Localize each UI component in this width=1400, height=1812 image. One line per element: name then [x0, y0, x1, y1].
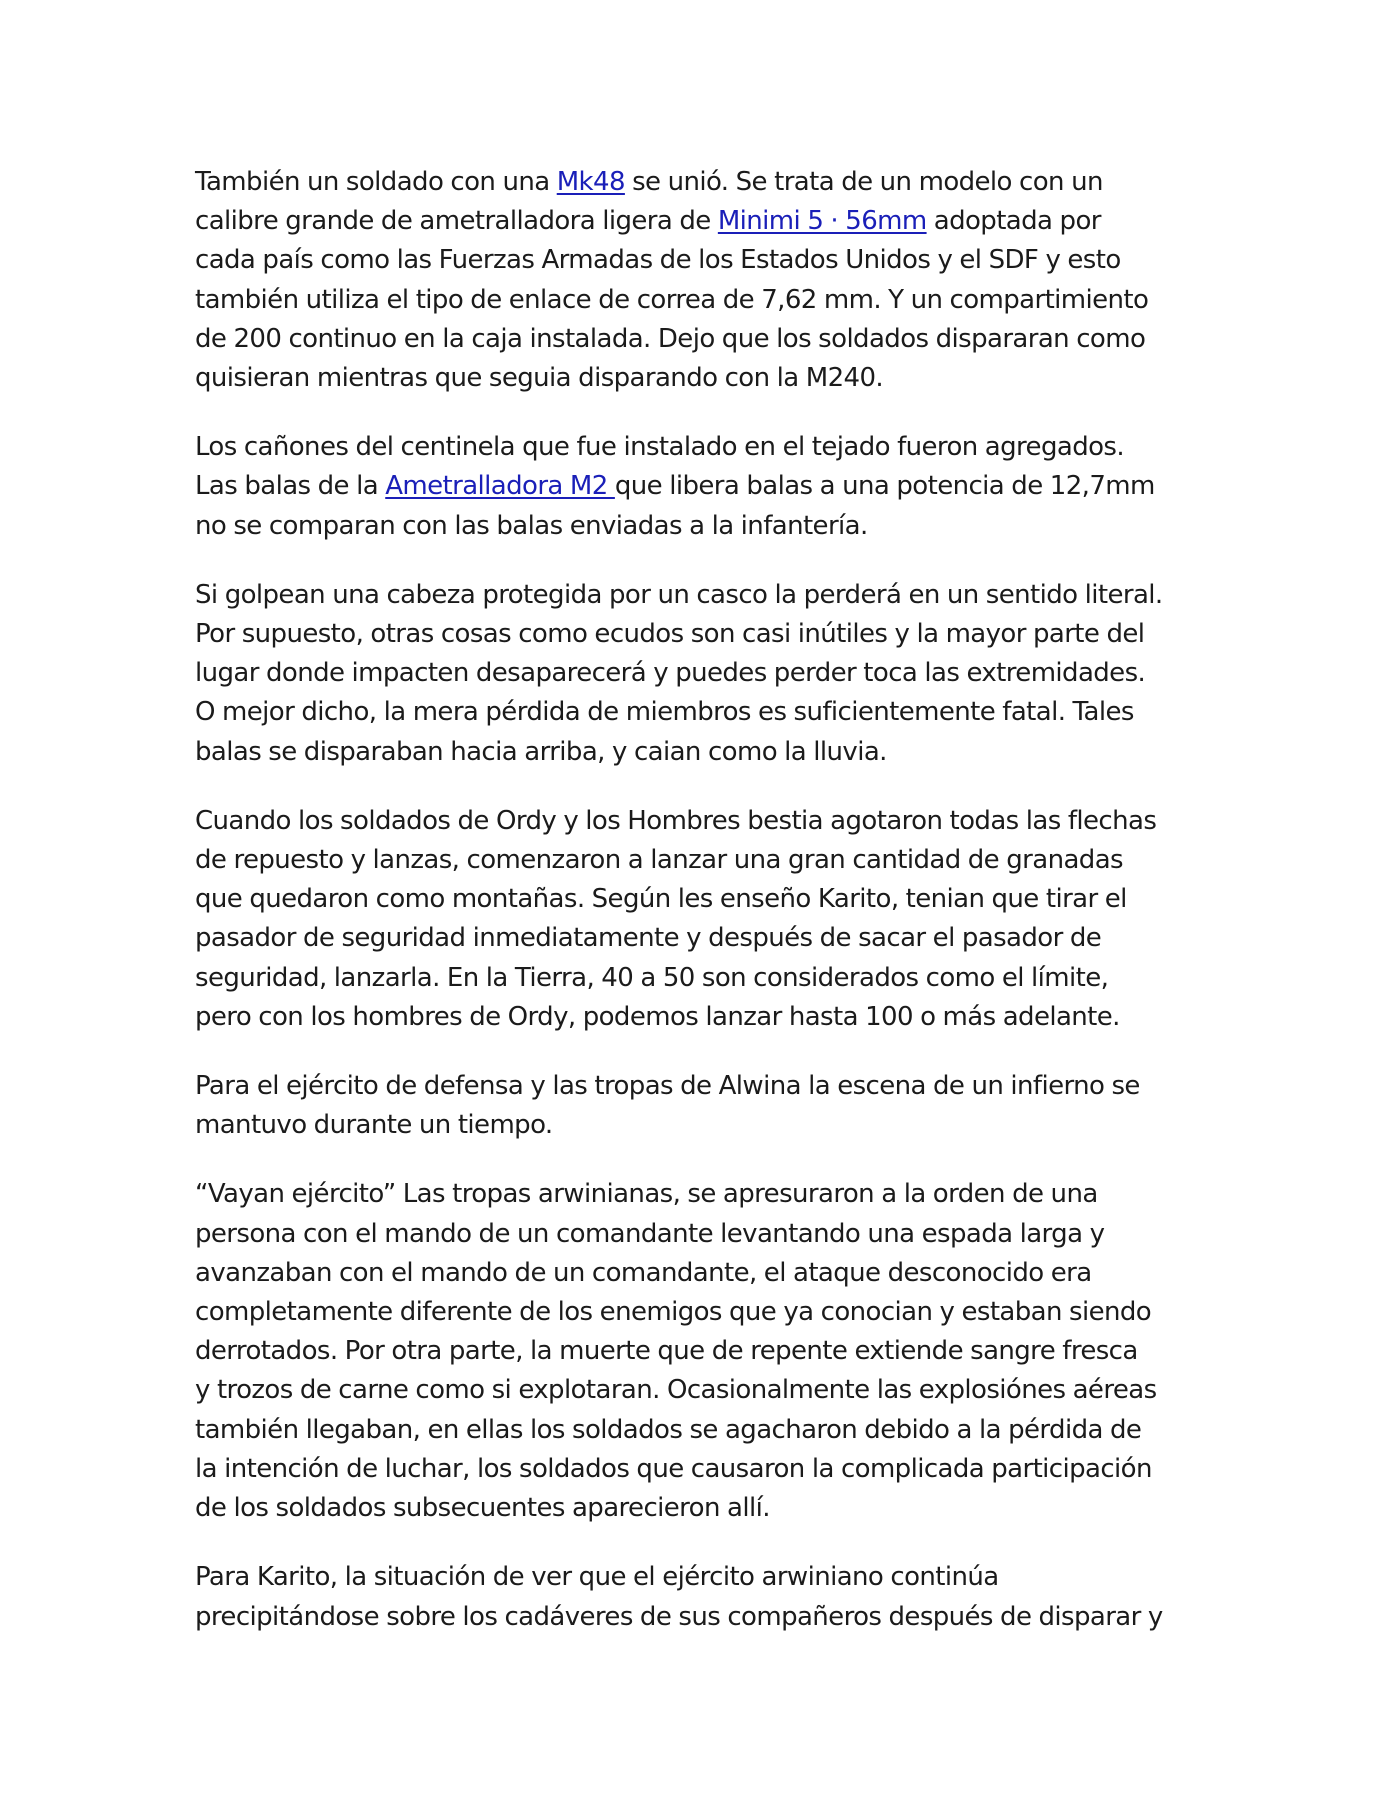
text-run: completamente diferente de los enemigos que ya conocian y estaban siendo	[195, 1297, 1152, 1328]
paragraph	[195, 576, 1215, 772]
text-line	[195, 1558, 1215, 1597]
text-line	[195, 507, 1215, 546]
text-run: avanzaban con el mando de un comandante, el ataque desconocido era	[195, 1257, 1092, 1288]
text-run: Los cañones del centinela que fue instalado en el tejado fueron agregados.	[195, 432, 1125, 463]
text-run: cada país como las Fuerzas Armadas de los Estados Unidos y el SDF y esto	[195, 245, 1121, 276]
text-run: precipitándose sobre los cadáveres de sus compañeros después de disparar y	[195, 1601, 1163, 1632]
text-run: Para Karito, la situación de ver que el ejército arwiniano continúa	[195, 1562, 999, 1593]
paragraph	[195, 802, 1215, 1037]
text-run: de 200 continuo en la caja instalada. Dejo que los soldados dispararan como	[195, 323, 1146, 354]
text-run: quisieran mientras que seguia disparando con la M240.	[195, 363, 884, 394]
hyperlink[interactable]: Mk48	[556, 167, 625, 197]
text-run: Por supuesto, otras cosas como ecudos son casi inútiles y la mayor parte del	[195, 619, 1145, 650]
text-line	[195, 320, 1215, 359]
text-line	[195, 241, 1215, 280]
text-run: Cuando los soldados de Ordy y los Hombres bestia agotaron todas las flechas	[195, 805, 1157, 836]
text-run: derrotados. Por otra parte, la muerte que de repente extiende sangre fresca	[195, 1336, 1138, 1367]
text-line	[195, 1332, 1215, 1371]
text-line	[195, 998, 1215, 1037]
text-run: adoptada por	[926, 206, 1101, 237]
text-line	[195, 919, 1215, 958]
text-line	[195, 163, 1215, 202]
text-line	[195, 1489, 1215, 1528]
text-line	[195, 202, 1215, 241]
text-run: la intención de luchar, los soldados que causaron la complicada participación	[195, 1453, 1152, 1484]
text-run: también llegaban, en ellas los soldados se agacharon debido a la pérdida de	[195, 1414, 1142, 1445]
text-run: balas se disparaban hacia arriba, y caian como la lluvia.	[195, 736, 887, 767]
document-body	[195, 163, 1215, 1667]
text-run: Si golpean una cabeza protegida por un casco la perderá en un sentido literal.	[195, 579, 1163, 610]
text-run: no se comparan con las balas enviadas a la infantería.	[195, 510, 868, 541]
text-line	[195, 880, 1215, 919]
text-line	[195, 281, 1215, 320]
text-line	[195, 467, 1215, 506]
text-line	[195, 802, 1215, 841]
text-line	[195, 615, 1215, 654]
text-run: lugar donde impacten desaparecerá y puedes perder toca las extremidades.	[195, 658, 1146, 689]
text-line	[195, 1598, 1215, 1637]
text-line	[195, 1450, 1215, 1489]
text-line	[195, 1106, 1215, 1145]
text-run: pero con los hombres de Ordy, podemos lanzar hasta 100 o más adelante.	[195, 1001, 1120, 1032]
text-line	[195, 576, 1215, 615]
text-run: Las balas de la	[195, 471, 386, 502]
text-run: “Vayan ejército” Las tropas arwinianas, se apresuraron a la orden de una	[195, 1179, 1098, 1210]
text-line	[195, 1067, 1215, 1106]
text-line	[195, 1254, 1215, 1293]
text-line	[195, 428, 1215, 467]
text-run: se unió. Se trata de un modelo con un	[624, 167, 1103, 197]
text-line	[195, 1371, 1215, 1410]
text-run: y trozos de carne como si explotaran. Ocasionalmente las explosiónes aéreas	[195, 1375, 1157, 1406]
text-line	[195, 654, 1215, 693]
text-line	[195, 1215, 1215, 1254]
text-line	[195, 1293, 1215, 1332]
text-run: persona con el mando de un comandante levantando una espada larga y	[195, 1218, 1105, 1249]
text-line	[195, 841, 1215, 880]
text-run: que quedaron como montañas. Según les enseño Karito, tenian que tirar el	[195, 884, 1127, 915]
text-run: calibre grande de ametralladora ligera de	[195, 206, 718, 237]
hyperlink[interactable]: Ametralladora M2	[385, 471, 615, 502]
text-line	[195, 1411, 1215, 1450]
text-line	[195, 959, 1215, 998]
text-line	[195, 693, 1215, 732]
text-run: que libera balas a una potencia de 12,7mm	[614, 471, 1155, 502]
text-run: pasador de seguridad inmediatamente y después de sacar el pasador de	[195, 923, 1102, 954]
text-line	[195, 359, 1215, 398]
text-run: O mejor dicho, la mera pérdida de miembros es suficientemente fatal. Tales	[195, 697, 1134, 728]
text-run: mantuvo durante un tiempo.	[195, 1110, 553, 1141]
text-run: también utiliza el tipo de enlace de correa de 7,62 mm. Y un compartimiento	[195, 284, 1149, 315]
text-line	[195, 733, 1215, 772]
text-run: También un soldado con una	[195, 167, 557, 197]
paragraph	[195, 1067, 1215, 1145]
paragraph	[195, 1558, 1215, 1636]
text-run: seguridad, lanzarla. En la Tierra, 40 a 50 son considerados como el límite,	[195, 962, 1109, 993]
text-run: de repuesto y lanzas, comenzaron a lanzar una gran cantidad de granadas	[195, 845, 1123, 876]
text-run: Para el ejército de defensa y las tropas de Alwina la escena de un infierno se	[195, 1071, 1140, 1102]
paragraph	[195, 163, 1215, 398]
text-run: de los soldados subsecuentes aparecieron allí.	[195, 1493, 770, 1524]
paragraph	[195, 1175, 1215, 1528]
hyperlink[interactable]: Minimi 5 · 56mm	[717, 206, 927, 237]
text-line	[195, 1175, 1215, 1214]
paragraph	[195, 428, 1215, 546]
